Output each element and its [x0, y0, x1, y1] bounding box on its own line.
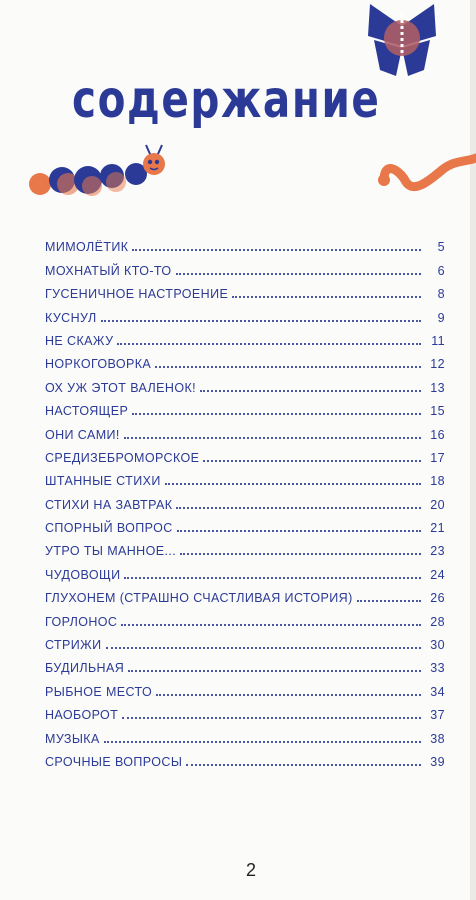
toc-entry-title: НЕ СКАЖУ — [45, 333, 114, 348]
toc-entry-page: 9 — [437, 310, 445, 325]
toc-entry[interactable] — [45, 512, 445, 535]
toc-entry-title: ГОРЛОНОС — [45, 614, 118, 629]
toc-entry-page: 33 — [430, 661, 445, 676]
toc-entry-page: 28 — [430, 614, 445, 629]
toc-entry-page: 18 — [430, 474, 445, 489]
toc-entry-page: 12 — [430, 357, 445, 372]
dot-leader — [104, 741, 421, 743]
toc-entry-title: МОХНАТЫЙ КТО-ТО — [45, 263, 172, 278]
toc-entry[interactable] — [45, 652, 445, 675]
toc-entry-page: 11 — [431, 333, 445, 348]
toc-entry[interactable] — [45, 605, 445, 628]
toc-entry[interactable] — [45, 371, 445, 394]
table-of-contents — [45, 231, 445, 769]
toc-entry-page: 16 — [430, 427, 445, 442]
dot-leader — [232, 296, 421, 298]
toc-entry[interactable] — [45, 699, 445, 722]
caterpillar-icon — [26, 140, 176, 200]
dot-leader — [203, 460, 421, 462]
dot-leader — [106, 647, 422, 649]
toc-entry-page: 5 — [437, 240, 445, 255]
toc-entry[interactable] — [45, 231, 445, 254]
toc-entry-title: ЧУДОВОЩИ — [45, 567, 121, 582]
toc-entry-page: 17 — [430, 450, 445, 465]
toc-entry-page: 15 — [430, 404, 445, 419]
toc-entry-page: 6 — [437, 263, 445, 278]
toc-entry-title: КУСНУЛ — [45, 310, 97, 325]
worm-icon — [370, 140, 476, 200]
page-number: 2 — [245, 860, 256, 880]
dot-leader — [128, 670, 421, 672]
toc-entry[interactable] — [45, 746, 445, 769]
toc-entry-title: НАОБОРОТ — [45, 708, 119, 723]
dot-leader — [186, 764, 421, 766]
dot-leader — [132, 413, 421, 415]
dot-leader — [132, 249, 421, 251]
dot-leader — [165, 483, 421, 485]
dot-leader — [156, 694, 421, 696]
toc-entry[interactable] — [45, 442, 445, 465]
toc-entry-page: 34 — [430, 684, 445, 699]
toc-entry-title: ОНИ САМИ! — [45, 427, 120, 442]
dot-leader — [357, 600, 421, 602]
toc-entry-title: СПОРНЫЙ ВОПРОС — [45, 521, 173, 536]
dot-leader — [177, 530, 421, 532]
toc-entry[interactable] — [45, 488, 445, 511]
toc-entry-page: 20 — [430, 497, 445, 512]
dot-leader — [180, 553, 421, 555]
dot-leader — [200, 390, 421, 392]
dot-leader — [101, 320, 421, 322]
toc-entry-page: 24 — [430, 567, 445, 582]
toc-entry-page: 26 — [430, 591, 445, 606]
toc-entry[interactable] — [45, 418, 445, 441]
toc-entry[interactable] — [45, 722, 445, 745]
dot-leader — [155, 366, 421, 368]
toc-entry-title: СРЕДИЗЕБРОМОРСКОЕ — [45, 450, 200, 465]
dot-leader — [122, 717, 421, 719]
toc-entry-page: 23 — [430, 544, 445, 559]
toc-entry[interactable] — [45, 395, 445, 418]
toc-entry[interactable] — [45, 301, 445, 324]
toc-entry-title: ГУСЕНИЧНОЕ НАСТРОЕНИЕ — [45, 287, 229, 302]
toc-entry-title: СТРИЖИ — [45, 638, 102, 653]
toc-entry-page: 21 — [430, 521, 445, 536]
toc-entry[interactable] — [45, 254, 445, 277]
toc-entry-title: УТРО ТЫ МАННОЕ... — [45, 544, 177, 559]
toc-entry-page: 37 — [430, 708, 445, 723]
toc-entry[interactable] — [45, 465, 445, 488]
dot-leader — [176, 273, 422, 275]
toc-entry-title: СРОЧНЫЕ ВОПРОСЫ — [45, 754, 183, 769]
toc-entry-title: БУДИЛЬНАЯ — [45, 661, 125, 676]
toc-entry[interactable] — [45, 582, 445, 605]
toc-entry-title: НАСТОЯЩЕР — [45, 404, 129, 419]
toc-entry-title: РЫБНОЕ МЕСТО — [45, 684, 153, 699]
toc-entry[interactable] — [45, 325, 445, 348]
toc-entry-page: 38 — [430, 731, 445, 746]
toc-entry-title: МИМОЛЁТИК — [45, 240, 129, 255]
toc-entry-page: 8 — [437, 287, 445, 302]
toc-entry[interactable] — [45, 348, 445, 371]
toc-entry-title: МУЗЫКА — [45, 731, 100, 746]
page-edge — [470, 0, 476, 900]
toc-entry[interactable] — [45, 629, 445, 652]
toc-entry-page: 30 — [430, 638, 445, 653]
toc-entry[interactable] — [45, 278, 445, 301]
toc-entry-page: 39 — [430, 754, 445, 769]
dot-leader — [176, 507, 421, 509]
toc-entry-title: НОРКОГОВОРКА — [45, 357, 152, 372]
dot-leader — [124, 577, 421, 579]
toc-entry[interactable] — [45, 558, 445, 581]
toc-entry-title: ГЛУХОНЕМ (СТРАШНО СЧАСТЛИВАЯ ИСТОРИЯ) — [45, 591, 353, 606]
dot-leader — [121, 624, 421, 626]
dot-leader — [117, 343, 421, 345]
toc-entry[interactable] — [45, 675, 445, 698]
toc-entry[interactable] — [45, 535, 445, 558]
toc-entry-page: 13 — [430, 380, 445, 395]
toc-entry-title: ОХ УЖ ЭТОТ ВАЛЕНОК! — [45, 380, 196, 395]
toc-entry-title: СТИХИ НА ЗАВТРАК — [45, 497, 173, 512]
dot-leader — [124, 437, 421, 439]
toc-entry-title: ШТАННЫЕ СТИХИ — [45, 474, 161, 489]
page-title: содержание — [72, 70, 381, 130]
